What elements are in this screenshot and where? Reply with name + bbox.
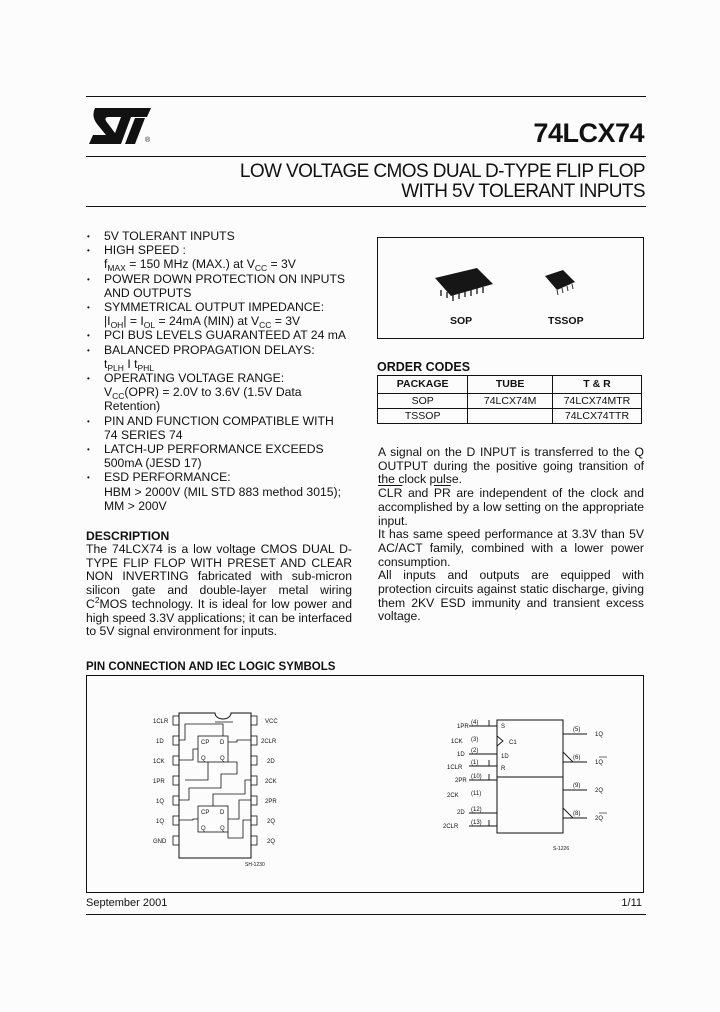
- subtitle-line-2: WITH 5V TOLERANT INPUTS: [401, 181, 645, 202]
- header-mid-rule: [86, 156, 646, 157]
- feature-detail: 500mA (JESD 17): [104, 456, 202, 471]
- feature-detail: HBM > 2000V (MIL STD 883 method 3015);: [104, 484, 341, 499]
- svg-text:(9): (9): [573, 783, 581, 789]
- table-cell: TSSOP: [378, 409, 468, 424]
- svg-text:1Q: 1Q: [156, 819, 165, 825]
- bullet-icon: •: [87, 303, 90, 313]
- bullet-icon: •: [87, 416, 90, 426]
- order-codes-table: [377, 375, 642, 424]
- bullet-icon: •: [87, 232, 90, 241]
- svg-text:(11): (11): [471, 791, 482, 797]
- functional-description: [378, 446, 644, 624]
- column-header: T & R: [552, 376, 641, 394]
- svg-text:2CK: 2CK: [265, 779, 277, 785]
- description-text: The 74LCX74 is a low voltage CMOS DUAL D-TYPE FLIP FLOP WITH PRESET AND CLEAR NON INVERTING fabricated with sub-micron silicon gate and double-layer metal wiring $C^2MOS$ technology. It is ideal for low power and high speed 3.3V applications; it can be interfaced to 5V signal environment for inputs.: [86, 542, 352, 639]
- bullet-icon: •: [87, 274, 90, 284]
- table-cell: SOP: [378, 394, 468, 409]
- registered-mark: ®: [145, 137, 151, 144]
- svg-text:1D: 1D: [156, 739, 164, 745]
- svg-text:2PR: 2PR: [265, 799, 277, 805]
- svg-text:1Q: 1Q: [595, 732, 604, 738]
- table-row: [378, 394, 642, 409]
- tssop-label: TSSOP: [548, 315, 584, 327]
- feature-item: [86, 442, 366, 470]
- svg-text:2CLR: 2CLR: [261, 739, 277, 745]
- feature-text: ESD PERFORMANCE:: [104, 470, 231, 485]
- svg-text:2CK: 2CK: [447, 793, 459, 799]
- svg-text:Q: Q: [220, 756, 225, 762]
- pin-diagram-box: [86, 675, 644, 893]
- svg-text:1CK: 1CK: [451, 739, 463, 745]
- pin-connection-title: PIN CONNECTION AND IEC LOGIC SYMBOLS: [86, 661, 336, 673]
- svg-text:1CK: 1CK: [153, 759, 165, 765]
- svg-text:CP: CP: [201, 740, 210, 746]
- svg-text:R: R: [501, 766, 506, 772]
- header-bottom-rule: [86, 206, 646, 207]
- bullet-icon: •: [87, 445, 90, 455]
- tssop-package-icon: [543, 268, 579, 298]
- svg-text:(8): (8): [573, 811, 581, 817]
- svg-text:1PR: 1PR: [457, 724, 469, 730]
- svg-text:SH-1230: SH-1230: [245, 862, 265, 868]
- svg-text:S: S: [501, 724, 506, 730]
- feature-item: [86, 371, 366, 414]
- table-cell: [468, 409, 553, 424]
- header-top-rule: [86, 96, 646, 97]
- column-header: TUBE: [468, 376, 553, 394]
- feature-item: [86, 229, 366, 243]
- feature-detail: $f_{MAX} = 150$ MHz (MAX.) at $V_{CC} = 3V$: [104, 257, 296, 274]
- svg-text:(1): (1): [471, 760, 479, 766]
- order-codes-title: ORDER CODES: [377, 360, 471, 374]
- bullet-icon: •: [87, 473, 90, 483]
- feature-text: HIGH SPEED :: [104, 243, 186, 258]
- table-cell: 74LCX74MTR: [552, 394, 641, 409]
- feature-item: [86, 300, 366, 331]
- table-row: [378, 409, 642, 424]
- svg-text:CP: CP: [201, 810, 210, 816]
- feature-text: SYMMETRICAL OUTPUT IMPEDANCE:: [104, 300, 325, 315]
- paragraph: All inputs and outputs are equipped with protection circuits against static discharge, giving them 2KV ESD immunity and transient excess voltage.: [378, 568, 644, 624]
- svg-text:VCC: VCC: [265, 719, 278, 725]
- document-subtitle: [240, 162, 645, 202]
- bullet-icon: •: [87, 374, 90, 384]
- description-heading: DESCRIPTION: [86, 529, 170, 543]
- feature-text: BALANCED PROPAGATION DELAYS:: [104, 342, 315, 357]
- svg-text:2Q: 2Q: [267, 839, 276, 845]
- svg-text:(5): (5): [573, 727, 581, 733]
- feature-text: PCI BUS LEVELS GUARANTEED AT 24 mA: [104, 328, 347, 343]
- feature-text: LATCH-UP PERFORMANCE EXCEEDS: [104, 442, 324, 457]
- svg-text:C1: C1: [509, 740, 517, 746]
- svg-text:1CLR: 1CLR: [447, 765, 463, 771]
- description-section: [86, 529, 352, 639]
- st-logo-icon: [87, 104, 153, 148]
- svg-text:2Q: 2Q: [595, 816, 604, 822]
- package-images-box: [377, 237, 644, 339]
- bullet-icon: •: [87, 345, 90, 355]
- paragraph: A signal on the D INPUT is transferred to the Q OUTPUT during the positive going transition of the clock pulse.: [378, 445, 644, 487]
- svg-text:2PR: 2PR: [455, 778, 467, 784]
- svg-text:2Q: 2Q: [267, 819, 276, 825]
- svg-text:D: D: [220, 810, 225, 816]
- paragraph: $\overline{CLR}$ and $\overline{PR}$ are independent of the clock and accomplished by a low setting on the appropriate input.: [378, 486, 644, 528]
- feature-text: 5V TOLERANT INPUTS: [104, 229, 235, 243]
- feature-list: [86, 229, 366, 513]
- feature-detail: MM > 200V: [104, 498, 167, 513]
- subtitle-line-1: LOW VOLTAGE CMOS DUAL D-TYPE FLIP FLOP: [239, 161, 645, 182]
- feature-item: [86, 243, 366, 274]
- svg-text:Q: Q: [220, 826, 225, 832]
- svg-text:2D: 2D: [267, 759, 275, 765]
- svg-text:D: D: [220, 740, 225, 746]
- svg-text:(2): (2): [471, 748, 479, 754]
- sop-package-icon: [433, 266, 497, 306]
- svg-text:1D: 1D: [457, 752, 465, 758]
- svg-text:(13): (13): [471, 820, 482, 826]
- feature-item: [86, 343, 366, 371]
- footer-page-number: 1/11: [621, 897, 642, 909]
- bullet-icon: •: [87, 331, 90, 341]
- feature-detail: $t_{PLH}$ I $t_{PHL}$: [104, 356, 155, 373]
- table-cell: 74LCX74TTR: [552, 409, 641, 424]
- feature-text: POWER DOWN PROTECTION ON INPUTS: [104, 271, 346, 286]
- sop-label: SOP: [450, 315, 473, 327]
- feature-detail: $V_{CC}(OPR) = 2.0V$ to 3.6V (1.5V Data: [104, 385, 302, 402]
- svg-text:S-1226: S-1226: [553, 846, 570, 852]
- svg-text:(4): (4): [471, 720, 479, 726]
- feature-detail: Retention): [104, 399, 161, 414]
- feature-item: [86, 470, 366, 513]
- svg-text:GND: GND: [153, 839, 167, 845]
- svg-text:2D: 2D: [457, 810, 465, 816]
- feature-item: [86, 272, 366, 300]
- feature-detail: $|I_{OH}| = I_{OL} = 24mA$ (MIN) at $V_{CC} = 3V$: [104, 314, 301, 331]
- svg-text:1D: 1D: [501, 754, 509, 760]
- feature-text: OPERATING VOLTAGE RANGE:: [104, 371, 285, 386]
- svg-text:2Q: 2Q: [595, 788, 604, 794]
- svg-text:1Q: 1Q: [156, 799, 165, 805]
- svg-text:(3): (3): [471, 737, 479, 743]
- feature-item: [86, 328, 366, 342]
- feature-detail: 74 SERIES 74: [104, 427, 183, 442]
- svg-text:(6): (6): [573, 755, 581, 761]
- footer-date: September 2001: [86, 897, 168, 909]
- svg-text:Q: Q: [201, 826, 206, 832]
- svg-text:1Q: 1Q: [595, 760, 604, 766]
- svg-text:1PR: 1PR: [153, 779, 165, 785]
- footer-rule: [86, 914, 646, 915]
- feature-detail: AND OUTPUTS: [104, 285, 192, 300]
- svg-text:(12): (12): [471, 807, 482, 813]
- svg-text:2CLR: 2CLR: [443, 824, 459, 830]
- svg-text:(10): (10): [471, 774, 482, 780]
- svg-text:1CLR: 1CLR: [153, 719, 169, 725]
- part-number: 74LCX74: [533, 118, 644, 148]
- feature-text: PIN AND FUNCTION COMPATIBLE WITH: [104, 413, 334, 428]
- table-cell: 74LCX74M: [468, 394, 553, 409]
- table-header-row: [378, 376, 642, 394]
- column-header: PACKAGE: [378, 376, 468, 394]
- feature-item: [86, 414, 366, 442]
- bullet-icon: •: [87, 246, 90, 256]
- pin-connection-diagram: [153, 708, 293, 868]
- paragraph: It has same speed performance at 3.3V than 5V AC/ACT family, combined with a lower power consumption.: [378, 527, 644, 569]
- svg-text:Q: Q: [201, 756, 206, 762]
- iec-logic-symbol: [437, 716, 617, 856]
